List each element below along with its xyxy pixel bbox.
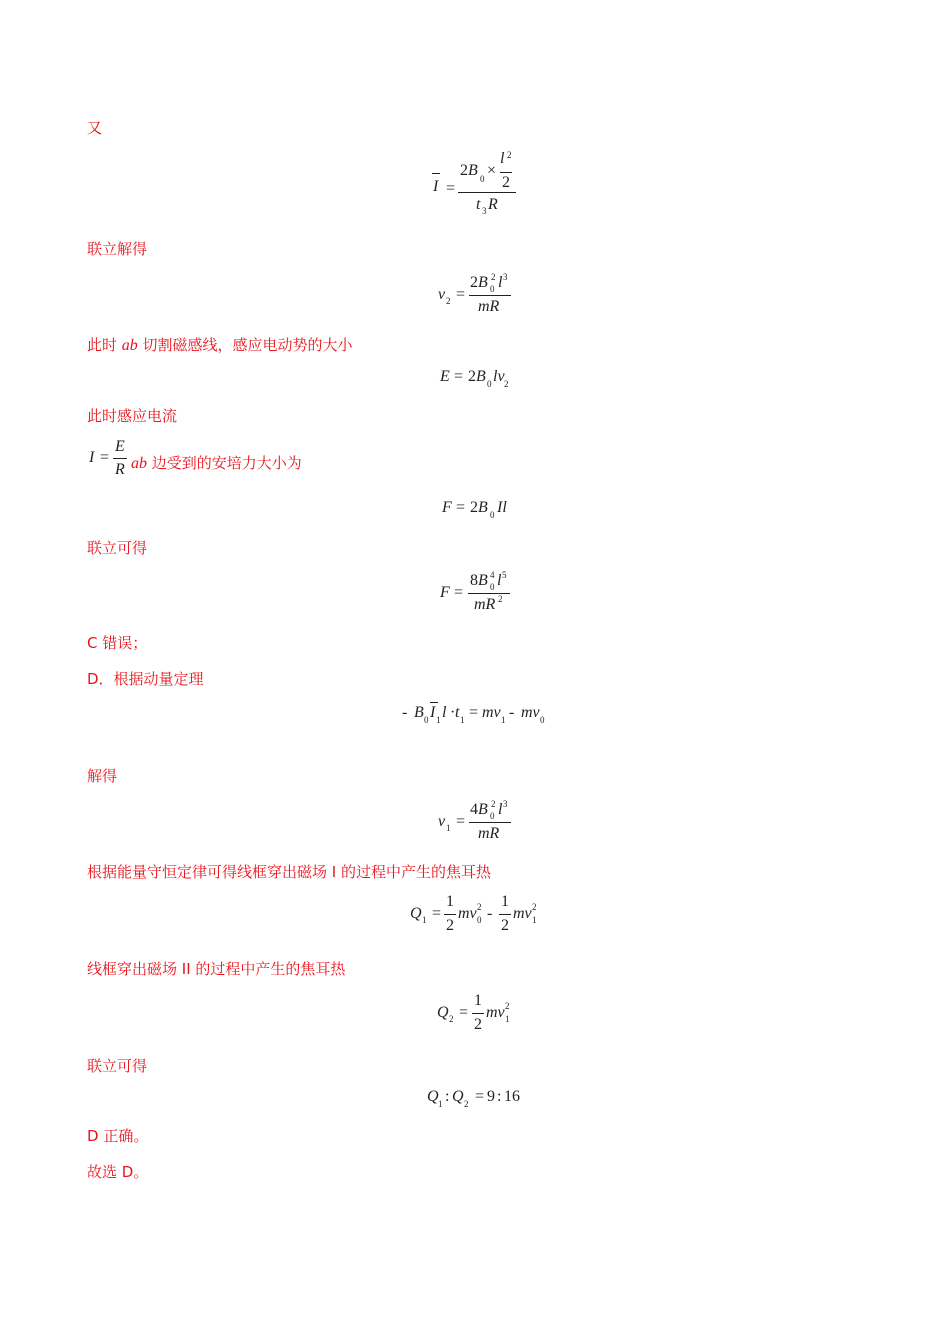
- text-line: C 错误；: [87, 634, 148, 652]
- text-line: 故选 D。: [87, 1163, 149, 1181]
- equation: v 1 = 4B 2 0 l 3 mR: [438, 797, 518, 847]
- equation: Q 1 : Q 2 = 9 : 16: [427, 1088, 520, 1109]
- equation: I = 2B 0 × l 2 2 t 3 R: [430, 150, 530, 220]
- text-line: D 正确。: [87, 1127, 149, 1145]
- text-line: D．根据动量定理: [87, 670, 204, 688]
- equation: - B 0 I 1 l · t 1 = mv 1 - mv 0: [402, 704, 545, 725]
- equation: I = E R: [89, 438, 129, 482]
- text-line: 又: [87, 119, 103, 137]
- equation: v 2 = 2B 2 0 l 3 mR: [438, 270, 518, 320]
- equation: F = 2B 0 Il: [442, 499, 507, 520]
- text-line: 联立可得: [87, 1057, 148, 1075]
- text-line: 根据能量守恒定律可得线框穿出磁场 I 的过程中产生的焦耳热: [87, 863, 491, 881]
- text-line: 联立可得: [87, 539, 148, 557]
- equation: Q 2 = 1 2 mv 2 1: [437, 992, 510, 1033]
- equation: Q 1 = 1 2 mv 2 0 - 1 2 mv 2 1: [410, 893, 537, 934]
- equation: F = 8B 4 0 l 5 mR 2: [440, 568, 520, 618]
- text-line: 此时 ab 切割磁感线，感应电动势的大小: [87, 336, 353, 354]
- text-line: 解得: [87, 767, 118, 785]
- equation: E = 2B 0 lv 2: [440, 368, 509, 389]
- text-line: 线框穿出磁场 II 的过程中产生的焦耳热: [87, 960, 346, 978]
- text-line: ab 边受到的安培力大小为: [131, 454, 302, 472]
- text-line: 此时感应电流: [87, 407, 178, 425]
- text-line: 联立解得: [87, 240, 148, 258]
